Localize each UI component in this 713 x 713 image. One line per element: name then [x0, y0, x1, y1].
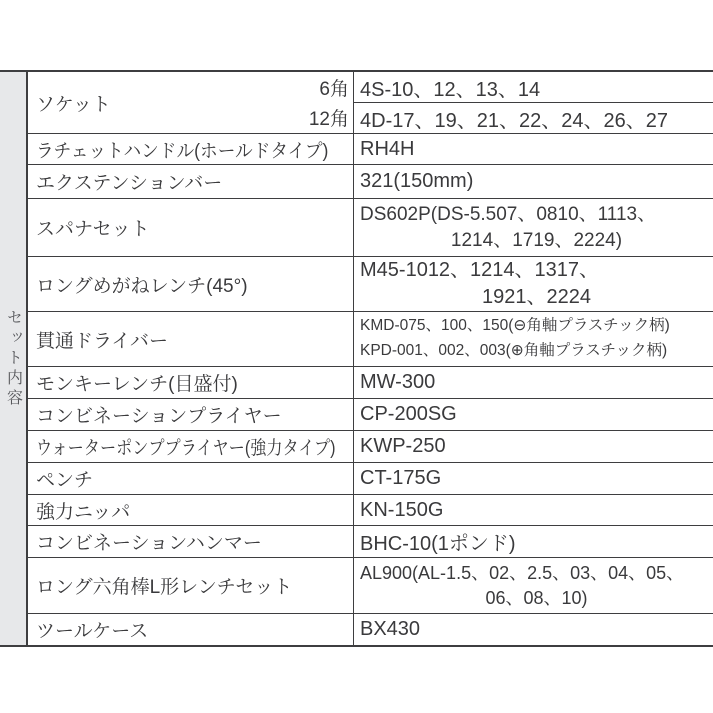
model-number: KWP-250 — [360, 435, 446, 457]
row-label-cell — [28, 463, 354, 494]
row-value-cell — [354, 312, 713, 366]
row-value-cell — [354, 495, 713, 525]
model-number: 321(150mm) — [360, 170, 474, 192]
row-label-cell — [28, 558, 354, 613]
row-value-cell — [354, 526, 713, 557]
model-numbers — [360, 202, 713, 253]
row-label: モンキーレンチ(目盛付) — [36, 374, 238, 395]
row-label: ソケット — [36, 94, 111, 115]
row-label: ロング六角棒L形レンチセット — [36, 577, 293, 598]
model-numbers — [360, 257, 713, 311]
row-label-cell — [28, 257, 354, 311]
row-label-cell — [28, 495, 354, 525]
table-row — [28, 399, 713, 431]
table-row-socket — [28, 72, 713, 134]
table-row — [28, 367, 713, 399]
row-label: スパナセット — [36, 219, 150, 240]
spec-table — [0, 70, 713, 647]
row-value-cell — [354, 367, 713, 398]
set-contents-vertical-label: セット内容 — [0, 72, 28, 645]
model-numbers — [360, 561, 713, 610]
table-row — [28, 526, 713, 558]
row-label-cell — [28, 165, 354, 198]
row-label: ツールケース — [36, 621, 149, 642]
row-label: 強力ニッパ — [36, 501, 131, 523]
row-value-cell — [354, 463, 713, 494]
row-value-cell — [354, 257, 713, 311]
model-numbers: 4S-10、12、13、14 — [354, 72, 713, 103]
socket-subrow-key-12kaku: 12角 — [308, 109, 349, 131]
row-label-cell — [28, 134, 354, 164]
row-value-cell — [354, 399, 713, 430]
table-row — [28, 495, 713, 526]
table-row — [28, 463, 713, 495]
row-value-cell — [354, 614, 713, 645]
model-numbers-line2: 1214、1719、2224) — [450, 229, 623, 251]
row-value-cell — [354, 199, 713, 256]
row-value-cell — [354, 558, 713, 613]
model-number: CP-200SG — [360, 403, 457, 425]
row-value-cell — [354, 134, 713, 164]
model-number: KN-150G — [360, 498, 444, 521]
row-label-cell — [28, 312, 354, 366]
table-row — [28, 199, 713, 257]
model-number: MW-300 — [360, 371, 436, 393]
row-label-cell — [28, 614, 354, 645]
row-label: ロングめがねレンチ(45°) — [36, 275, 248, 297]
model-number: RH4H — [360, 137, 415, 160]
table-row — [28, 431, 713, 463]
model-numbers-line1: AL900(AL-1.5、02、2.5、03、04、05、 — [360, 563, 685, 584]
row-label-cell — [28, 431, 354, 462]
model-numbers-line1: M45-1012、1214、1317、 — [360, 259, 600, 281]
socket-subrow-key-6kaku: 6角 — [319, 78, 349, 100]
row-value-cell — [354, 431, 713, 462]
row-label: ウォーターポンププライヤー(強力タイプ) — [36, 438, 336, 459]
model-numbers-line2: 06、08、10) — [485, 587, 588, 608]
row-label: エクステンションバー — [36, 173, 223, 194]
table-row — [28, 312, 713, 367]
row-label: ペンチ — [36, 470, 94, 491]
table-row — [28, 257, 713, 312]
row-label: コンビネーションプライヤー — [36, 406, 282, 427]
row-label: コンビネーションハンマー — [36, 533, 262, 554]
row-label-cell — [28, 72, 354, 133]
model-numbers-line2: 1921、2224 — [482, 286, 591, 308]
row-label: 貫通ドライバー — [36, 330, 169, 352]
model-numbers-line1: DS602P(DS-5.507、0810、1113、 — [360, 203, 657, 225]
model-numbers-line2: KPD-001、002、003(⊕角軸プラスチック柄) — [360, 342, 668, 359]
table-row — [28, 614, 713, 645]
table-rows — [28, 72, 713, 645]
table-row — [28, 558, 713, 614]
row-value-cell — [354, 72, 713, 133]
model-numbers-line1: KMD-075、100、150(⊖角軸プラスチック柄) — [360, 317, 670, 335]
row-label-cell — [28, 199, 354, 256]
row-label: ラチェットハンドル(ホールドタイプ) — [36, 140, 329, 162]
model-number: BX430 — [360, 618, 421, 640]
row-value-cell — [354, 165, 713, 198]
model-numbers: 4D-17、19、21、22、24、26、27 — [360, 109, 668, 132]
model-number: CT-175G — [360, 467, 442, 489]
row-label-cell — [28, 367, 354, 398]
row-label-cell — [28, 399, 354, 430]
table-row — [28, 134, 713, 165]
table-row — [28, 165, 713, 199]
row-label-cell — [28, 526, 354, 557]
model-number: BHC-10(1ポンド) — [360, 533, 516, 555]
